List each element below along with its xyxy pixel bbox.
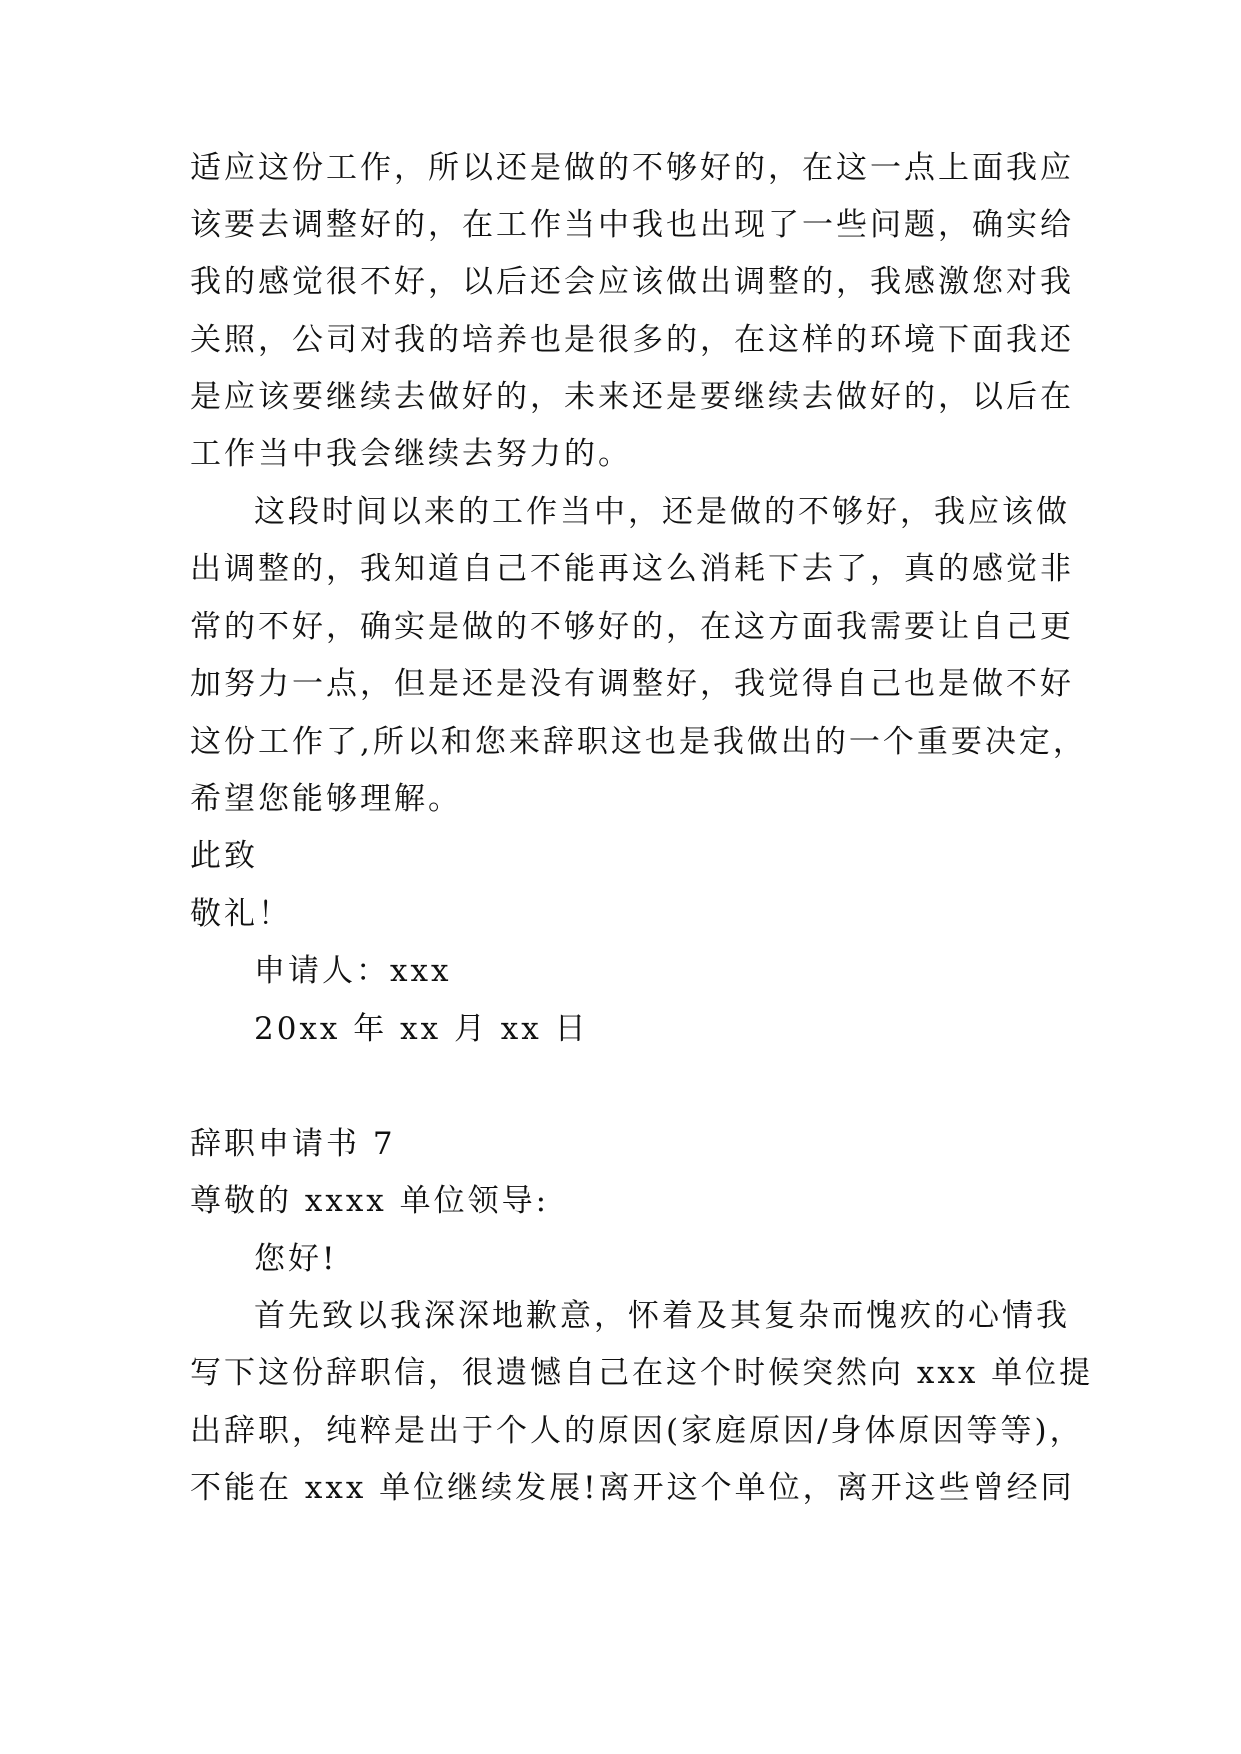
paragraph-3-line-1: 首先致以我深深地歉意，怀着及其复杂而愧疚的心情我 <box>254 1298 1070 1334</box>
paragraph-3-line-2: 写下这份辞职信，很遗憾自己在这个时候突然向 xxx 单位提 <box>190 1355 1094 1391</box>
paragraph-2-line-6: 希望您能够理解。 <box>190 781 462 817</box>
date-line: 20xx 年 xx 月 xx 日 <box>254 1011 589 1047</box>
paragraph-2-line-2: 出调整的，我知道自己不能再这么消耗下去了，真的感觉非 <box>190 551 1074 587</box>
paragraph-1-line-2: 该要去调整好的，在工作当中我也出现了一些问题，确实给 <box>190 207 1074 243</box>
paragraph-2-line-1: 这段时间以来的工作当中，还是做的不够好，我应该做 <box>254 494 1070 530</box>
paragraph-1-line-4: 关照，公司对我的培养也是很多的，在这样的环境下面我还 <box>190 322 1074 358</box>
paragraph-1-line-3: 我的感觉很不好，以后还会应该做出调整的，我感激您对我 <box>190 264 1074 300</box>
paragraph-2-line-5: 这份工作了,所以和您来辞职这也是我做出的一个重要决定， <box>190 724 1087 760</box>
closing-cizhi: 此致 <box>190 838 258 874</box>
paragraph-2-line-4: 加努力一点，但是还是没有调整好，我觉得自己也是做不好 <box>190 666 1074 702</box>
paragraph-3-line-3: 出辞职，纯粹是出于个人的原因(家庭原因/身体原因等等)， <box>190 1413 1084 1449</box>
greeting: 您好! <box>254 1241 338 1277</box>
applicant-line: 申请人：xxx <box>254 953 452 989</box>
section-title: 辞职申请书 7 <box>190 1126 396 1162</box>
salutation: 尊敬的 xxxx 单位领导: <box>190 1183 550 1219</box>
paragraph-3-line-4: 不能在 xxx 单位继续发展!离开这个单位，离开这些曾经同 <box>190 1470 1075 1506</box>
paragraph-1-line-6: 工作当中我会继续去努力的。 <box>190 436 632 472</box>
paragraph-1-line-5: 是应该要继续去做好的，未来还是要继续去做好的，以后在 <box>190 379 1074 415</box>
paragraph-1-line-1: 适应这份工作，所以还是做的不够好的，在这一点上面我应 <box>190 150 1074 186</box>
paragraph-2-line-3: 常的不好，确实是做的不够好的，在这方面我需要让自己更 <box>190 609 1074 645</box>
closing-jingli: 敬礼！ <box>190 896 292 932</box>
